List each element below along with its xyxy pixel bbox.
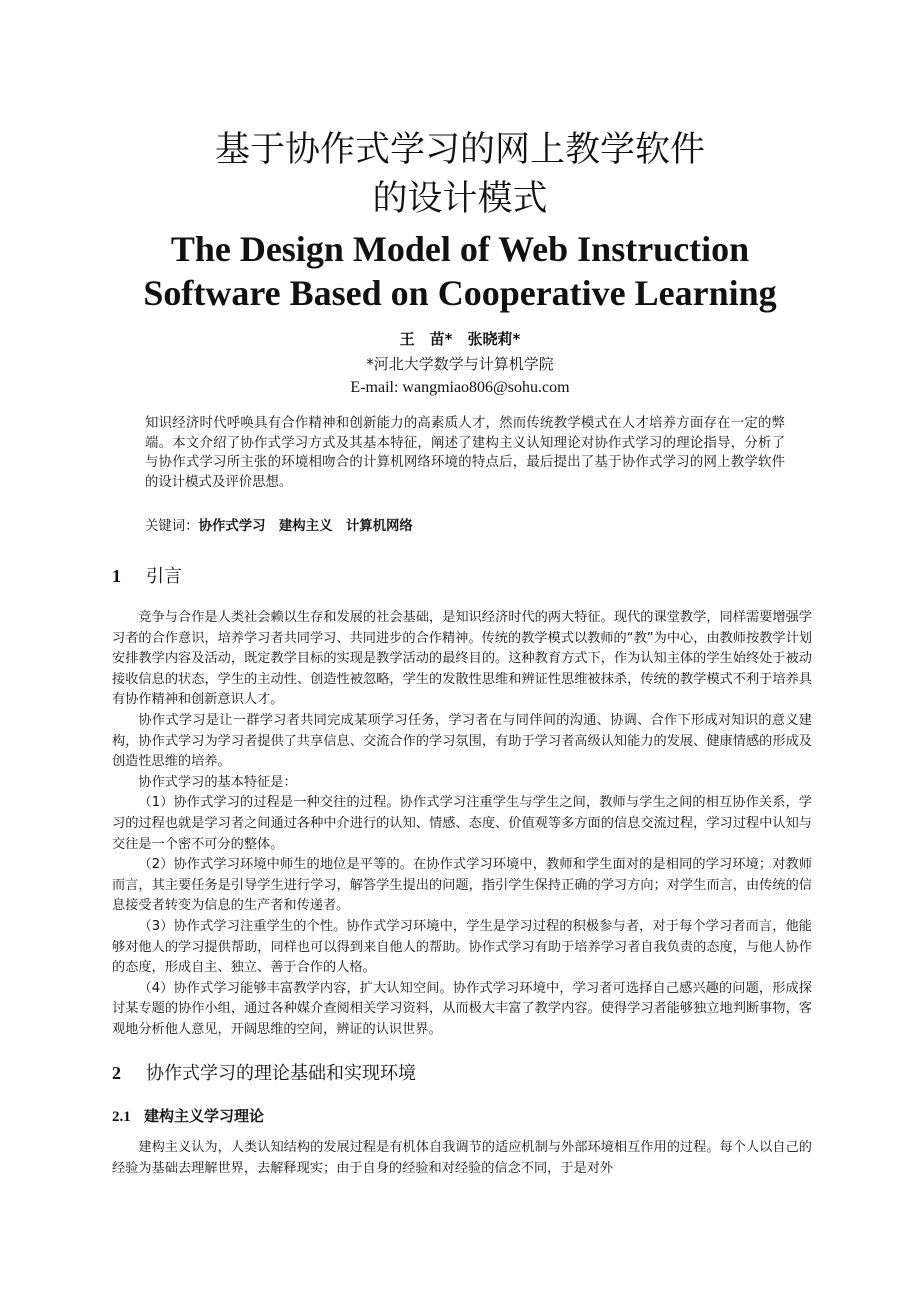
section-1-number: 1 (112, 566, 121, 586)
section-2-1-number: 2.1 (112, 1109, 131, 1125)
paragraph: （1）协作式学习的过程是一种交往的过程。协作式学习注重学生与学生之间，教师与学生之间的相互协作关系，学习的过程也就是学习者之间通过各种中介进行的认知、情感、态度、价值观等多方面的信息交流过程，学习过程中认知与交往是一个密不可分的整体。 (112, 795, 812, 852)
section-2-heading (112, 1061, 416, 1086)
section-1-body (112, 608, 812, 1040)
section-1-title: 引言 (146, 566, 182, 587)
section-2-number: 2 (112, 1063, 121, 1083)
title-cn-line1: 基于协作式学习的网上教学软件 (214, 130, 705, 170)
keywords-label: 关键词： (145, 519, 199, 534)
title-en-line2: Software Based on Cooperative Learning (143, 273, 777, 313)
authors: 王 苗* 张晓莉* (399, 330, 521, 348)
keywords-items: 协作式学习 建构主义 计算机网络 (198, 519, 413, 534)
email: E-mail: wangmiao806@sohu.com (350, 379, 570, 396)
paragraph: 协作式学习是让一群学习者共同完成某项学习任务，学习者在与同伴间的沟通、协调、合作下形成对知识的意义建构，协作式学习为学习者提供了共享信息、交流合作的学习氛围，有助于学习者高级认知能力的发展、健康情感的形成及创造性思维的培养。 (112, 712, 812, 770)
affiliation: *河北大学数学与计算机学院 (366, 355, 554, 373)
paragraph: （3）协作式学习注重学生的个性。协作式学习环境中，学生是学习过程的积极参与者，对于每个学习者而言，他能够对他人的学习提供帮助，同样也可以得到来自他人的帮助。协作式学习有助于培养学习者自我负责的态度，与他人协作的态度，形成自主、独立、善于合作的人格。 (112, 918, 812, 976)
paragraph: 建构主义认为，人类认知结构的发展过程是有机体自我调节的适应机制与外部环境相互作用的过程。每个人以自己的经验为基础去理解世界，去解释现实；由于自身的经验和对经验的信念不同，于是对外 (112, 1140, 812, 1176)
paragraph: （4）协作式学习能够丰富教学内容，扩大认知空间。协作式学习环境中，学习者可选择自己感兴趣的问题，形成探讨某专题的协作小组，通过各种媒介查阅相关学习资料，从而极大丰富了教学内容。使得学习者能够独立地判断事物，客观地分析他人意见，开阔思维的空间，辨证的认识世界。 (112, 980, 812, 1037)
title-cn-line2: 的设计模式 (372, 179, 548, 219)
section-1-heading (112, 564, 182, 589)
abstract: 知识经济时代呼唤具有合作精神和创新能力的高素质人才，然而传统教学模式在人才培养方面存在一定的弊端。本文介绍了协作式学习方式及其基本特征，阐述了建构主义认知理论对协作式学习的理论指导，分析了与协作式学习所主张的环境相吻合的计算机网络环境的特点后，最后提出了基于协作式学习的网上教学软件的设计模式及评价思想。 (145, 416, 785, 490)
section-2-1-body (112, 1138, 812, 1179)
paragraph: 协作式学习的基本特征是： (138, 774, 297, 790)
section-2-1-title: 建构主义学习理论 (144, 1107, 265, 1125)
paragraph: （2）协作式学习环境中师生的地位是平等的。在协作式学习环境中，教师和学生面对的是相同的学习环境；对教师而言，其主要任务是引导学生进行学习，解答学生提出的问题，指引学生保持正确的学习方向；对学生而言，由传统的信息接受者转变为信息的生产者和传递者。 (112, 857, 812, 914)
paragraph: 竞争与合作是人类社会赖以生存和发展的社会基础，是知识经济时代的两大特征。现代的课堂教学，同样需要增强学习者的合作意识，培养学习者共同学习、共同进步的合作精神。传统的教学模式以教师的“教”为中心，由教师按教学计划安排教学内容及活动，既定教学目标的实现是教学活动的最终目的。这种教育方式下，作为认知主体的学生始终处于被动接收信息的状态，学生的主动性、创造性被忽略，学生的发散性思维和辨证性思维被抹杀，传统的教学模式不利于培养具有协作精神和创新意识人才。 (112, 610, 812, 708)
section-2-title: 协作式学习的理论基础和实现环境 (146, 1063, 416, 1084)
keywords (145, 517, 413, 537)
title-en-line1: The Design Model of Web Instruction (170, 229, 750, 269)
section-2-1-heading (112, 1106, 264, 1127)
